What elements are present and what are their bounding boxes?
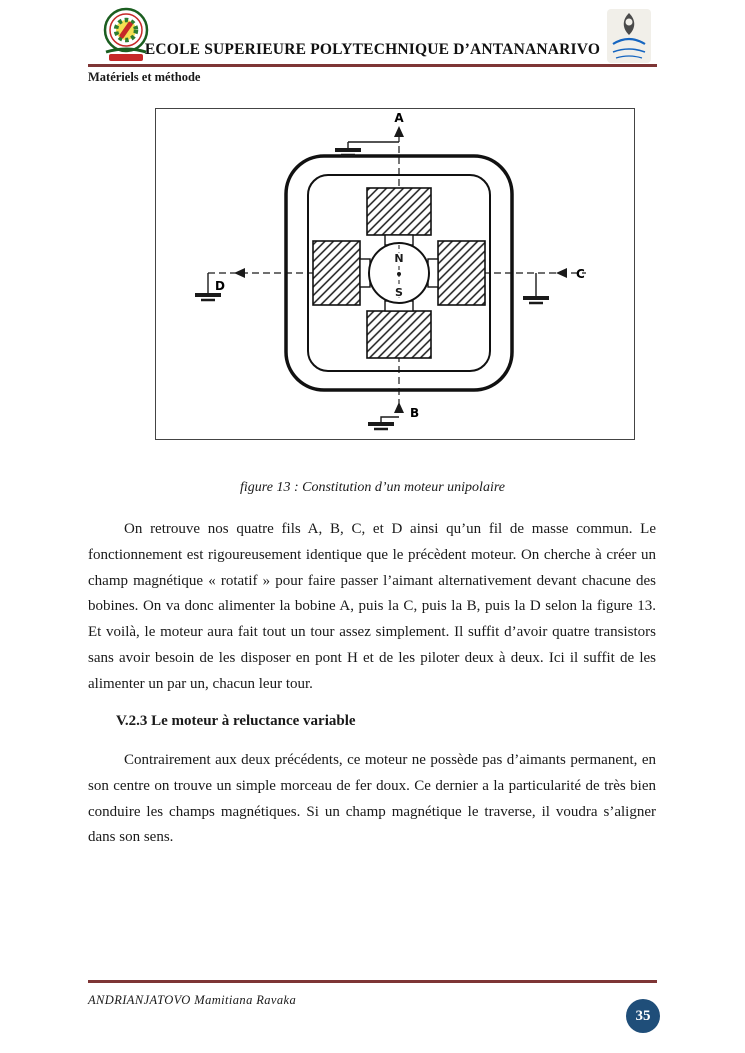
coil-right	[438, 241, 485, 305]
coil-bottom	[367, 311, 431, 358]
label-a: A	[394, 111, 404, 125]
coil-left	[313, 241, 360, 305]
label-north: N	[394, 252, 404, 265]
paragraph-motor-unipolaire: On retrouve nos quatre fils A, B, C, et D ainsi qu’un fil de masse commun. Le fonctionnement est rigoureusement identique que le précèdent moteur. On cherche à créer un champ magnétique « rotatif » pour faire passer l’aimant alternativement devant chacune des bobines. On va donc alimenter la bobine A, puis la C, puis la B, puis la D selon la figure 13. Et voilà, le moteur aura fait tout un tour assez simplement. Il suffit d’avoir quatre transistors sans avoir besoin de les disposer en pont H et de les piloter deux à deux. Ici il suffit de les alimenter un par un, chacun leur tour.	[88, 521, 656, 692]
motor-diagram	[156, 109, 634, 439]
author-name: ANDRIANJATOVO Mamitiana Ravaka	[88, 993, 297, 1007]
page-number-badge	[626, 999, 660, 1033]
partner-logo-icon	[606, 8, 652, 64]
header-divider	[88, 64, 657, 67]
page-number: 35	[635, 1007, 651, 1024]
school-name: ECOLE SUPERIEURE POLYTECHNIQUE D’ANTANANARIVO	[144, 41, 601, 58]
phase-b-lead	[368, 402, 419, 429]
rotor-magnet	[369, 243, 429, 303]
partner-logo	[606, 8, 652, 64]
label-b: B	[410, 406, 420, 420]
running-header: Matériels et méthode	[88, 70, 201, 84]
footer-divider	[88, 980, 657, 983]
figure-13-frame	[155, 108, 635, 440]
section-heading-v23: V.2.3 Le moteur à reluctance variable	[116, 713, 356, 729]
coil-top	[367, 188, 431, 235]
label-south: S	[395, 286, 403, 299]
phase-a-lead	[335, 111, 404, 155]
label-c: C	[576, 267, 585, 281]
label-d: D	[215, 279, 225, 293]
paragraph-reluctance-variable: Contrairement aux deux précédents, ce moteur ne possède pas d’aimants permanent, en son centre on trouve un simple morceau de fer doux. Ce dernier a la particularité de très bien conduire les champs magnétiques. Si un champ magnétique le traverse, il voudra s’aligner dans son sens.	[88, 752, 656, 846]
figure-caption: figure 13 : Constitution d’un moteur unipolaire	[240, 480, 505, 495]
